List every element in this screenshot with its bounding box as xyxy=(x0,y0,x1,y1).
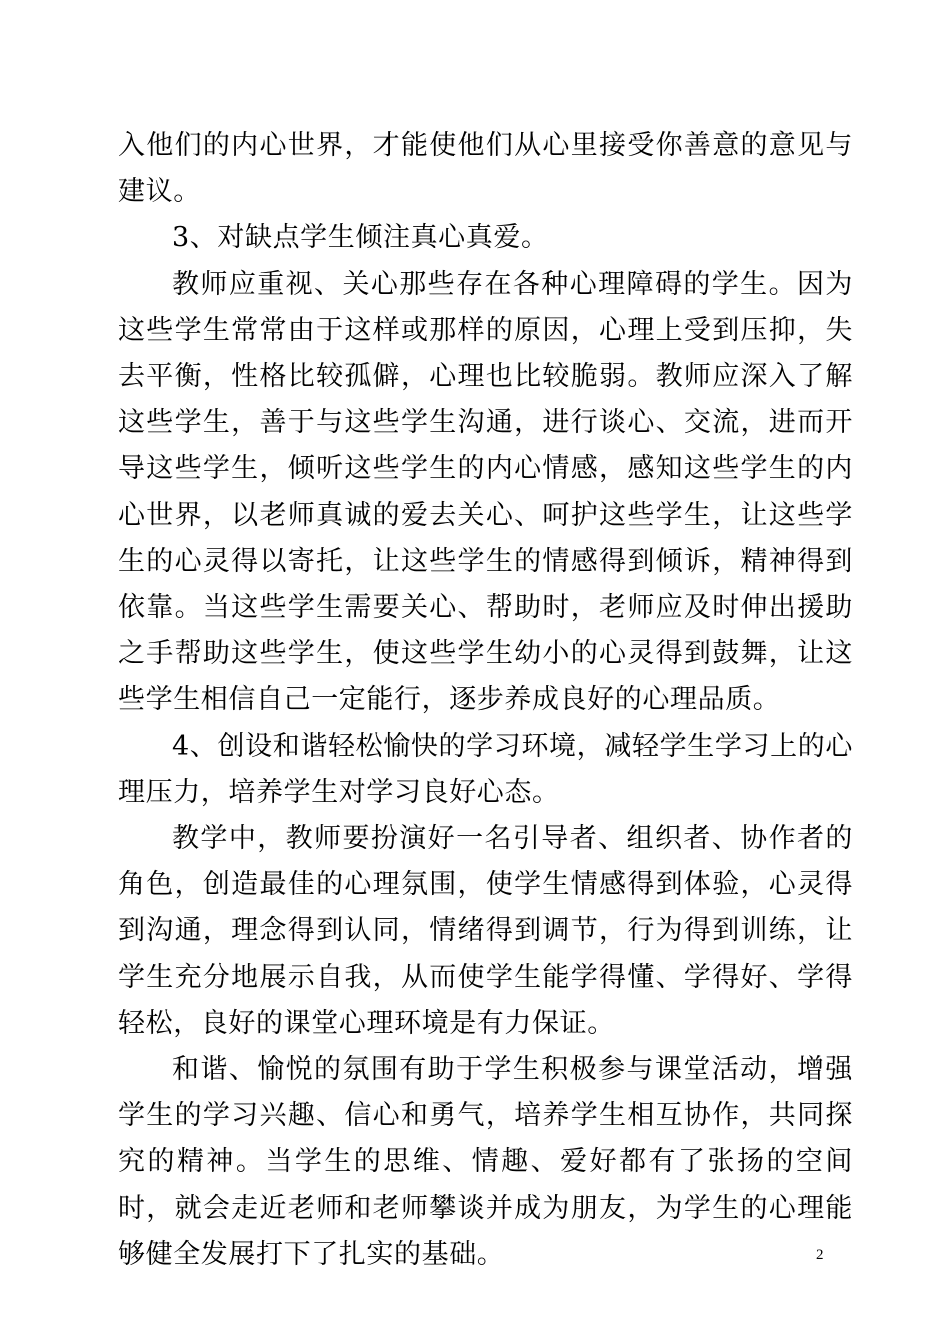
paragraph-continuation: 入他们的内心世界，才能使他们从心里接受你善意的意见与建议。 xyxy=(118,130,853,208)
paragraph-body: 和谐、愉悦的氛围有助于学生积极参与课堂活动，增强学生的学习兴趣、信心和勇气，培养学生相互协作，共同探究的精神。当学生的思维、情趣、爱好都有了张扬的空间时，就会走近老师和老师攀谈并成为朋友，为学生的心理能够健全发展打下了扎实的基础。 xyxy=(118,1054,853,1270)
paragraph-heading-3: 3、对缺点学生倾注真心真爱。 xyxy=(172,222,549,254)
paragraph-body: 教学中，教师要扮演好一名引导者、组织者、协作者的角色，创造最佳的心理氛围，使学生情感得到体验，心灵得到沟通，理念得到认同，情绪得到调节，行为得到训练，让学生充分地展示自我，从而使学生能学得懂、学得好、学得轻松，良好的课堂心理环境是有力保证。 xyxy=(118,823,853,1039)
document-body xyxy=(118,123,853,1278)
paragraph-body: 教师应重视、关心那些存在各种心理障碍的学生。因为这些学生常常由于这样或那样的原因，心理上受到压抑，失去平衡，性格比较孤僻，心理也比较脆弱。教师应深入了解这些学生，善于与这些学生沟通，进行谈心、交流，进而开导这些学生，倾听这些学生的内心情感，感知这些学生的内心世界，以老师真诚的爱去关心、呵护这些学生，让这些学生的心灵得以寄托，让这些学生的情感得到倾诉，精神得到依靠。当这些学生需要关心、帮助时，老师应及时伸出援助之手帮助这些学生，使这些学生幼小的心灵得到鼓舞，让这些学生相信自己一定能行，逐步养成良好的心理品质。 xyxy=(118,268,853,716)
paragraph-heading-4: 4、创设和谐轻松愉快的学习环境，减轻学生学习上的心理压力，培养学生对学习良好心态。 xyxy=(118,730,853,808)
page-number: 2 xyxy=(816,1247,824,1263)
